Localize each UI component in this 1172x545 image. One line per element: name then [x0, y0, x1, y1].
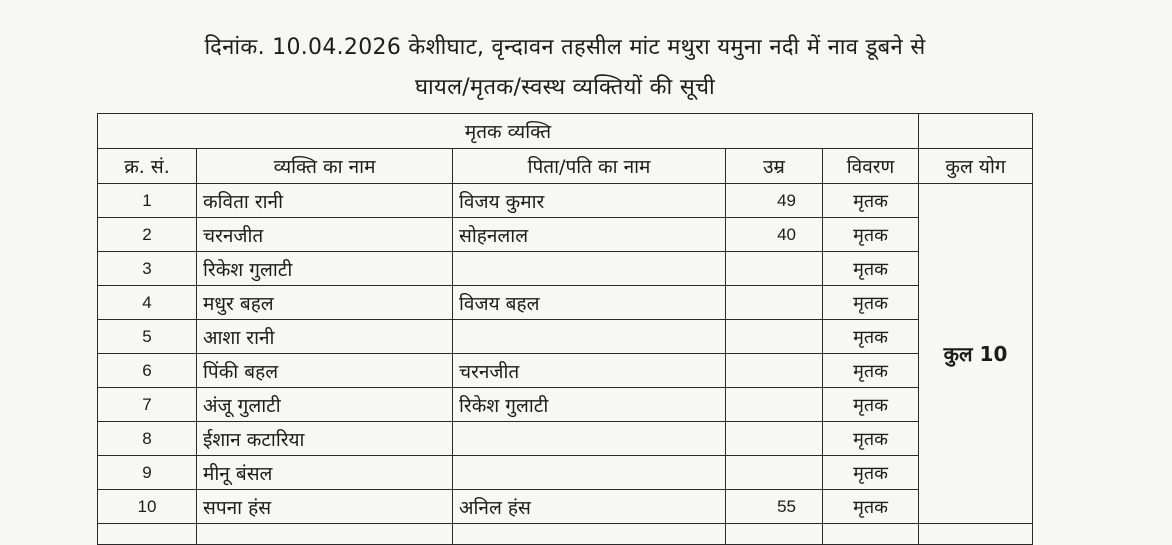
- row-name: रिकेश गुलाटी: [197, 252, 453, 286]
- section-title-row: [98, 114, 1033, 149]
- bottom-cell: [197, 524, 453, 545]
- row-age: 55: [726, 490, 823, 524]
- header-age: उम्र: [726, 149, 823, 184]
- row-age: [726, 456, 823, 490]
- row-father-name: विजय कुमार: [453, 184, 726, 218]
- row-name: पिंकी बहल: [197, 354, 453, 388]
- deceased-table: [97, 113, 1033, 545]
- heading-line-2: घायल/मृतक/स्वस्थ व्यक्तियों की सूची: [415, 75, 715, 100]
- row-name: मीनू बंसल: [197, 456, 453, 490]
- section-title: मृतक व्यक्ति: [98, 114, 919, 149]
- row-age: 49: [726, 184, 823, 218]
- bottom-cell: [726, 524, 823, 545]
- row-name: कविता रानी: [197, 184, 453, 218]
- row-name: मधुर बहल: [197, 286, 453, 320]
- row-status: मृतक: [823, 320, 919, 354]
- header-serial: क्र. सं.: [98, 149, 197, 184]
- header-total: कुल योग: [919, 149, 1033, 184]
- table-row: [98, 354, 1033, 388]
- row-father-name: अनिल हंस: [453, 490, 726, 524]
- row-serial: 8: [98, 422, 197, 456]
- bottom-cell: [919, 524, 1033, 545]
- bottom-cell: [98, 524, 197, 545]
- document-heading: [0, 28, 1130, 108]
- row-name: चरनजीत: [197, 218, 453, 252]
- row-father-name: [453, 422, 726, 456]
- row-age: [726, 252, 823, 286]
- row-father-name: [453, 320, 726, 354]
- row-status: मृतक: [823, 184, 919, 218]
- row-status: मृतक: [823, 286, 919, 320]
- row-father-name: रिकेश गुलाटी: [453, 388, 726, 422]
- row-status: मृतक: [823, 490, 919, 524]
- header-father: पिता/पति का नाम: [453, 149, 726, 184]
- row-serial: 7: [98, 388, 197, 422]
- row-name: अंजू गुलाटी: [197, 388, 453, 422]
- total-count: कुल 10: [919, 184, 1033, 524]
- row-status: मृतक: [823, 218, 919, 252]
- row-status: मृतक: [823, 252, 919, 286]
- row-age: [726, 320, 823, 354]
- row-age: [726, 388, 823, 422]
- row-serial: 10: [98, 490, 197, 524]
- row-age: 40: [726, 218, 823, 252]
- row-status: मृतक: [823, 422, 919, 456]
- row-name: आशा रानी: [197, 320, 453, 354]
- row-status: मृतक: [823, 354, 919, 388]
- row-status: मृतक: [823, 388, 919, 422]
- row-age: [726, 354, 823, 388]
- bottom-cell: [453, 524, 726, 545]
- row-serial: 4: [98, 286, 197, 320]
- table-row: [98, 490, 1033, 524]
- row-father-name: सोहनलाल: [453, 218, 726, 252]
- row-status: मृतक: [823, 456, 919, 490]
- table-row: [98, 456, 1033, 490]
- section-title-blank-cell: [919, 114, 1033, 149]
- bottom-cell: [823, 524, 919, 545]
- row-father-name: [453, 456, 726, 490]
- table-row: [98, 286, 1033, 320]
- header-name: व्यक्ति का नाम: [197, 149, 453, 184]
- heading-line-1: दिनांक. 10.04.2026 केशीघाट, वृन्दावन तहसील मांट मथुरा यमुना नदी में नाव डूबने से: [204, 35, 926, 60]
- header-row: [98, 149, 1033, 184]
- table-row: [98, 218, 1033, 252]
- table-row: [98, 422, 1033, 456]
- row-serial: 6: [98, 354, 197, 388]
- table-body: [98, 184, 1033, 524]
- table-bottom-row: [98, 524, 1033, 545]
- row-age: [726, 286, 823, 320]
- row-serial: 1: [98, 184, 197, 218]
- table-row: [98, 388, 1033, 422]
- table-row: [98, 320, 1033, 354]
- row-name: ईशान कटारिया: [197, 422, 453, 456]
- row-serial: 3: [98, 252, 197, 286]
- table-row: [98, 252, 1033, 286]
- row-father-name: [453, 252, 726, 286]
- table-row: [98, 184, 1033, 218]
- row-serial: 5: [98, 320, 197, 354]
- row-father-name: चरनजीत: [453, 354, 726, 388]
- row-name: सपना हंस: [197, 490, 453, 524]
- row-age: [726, 422, 823, 456]
- row-serial: 2: [98, 218, 197, 252]
- row-father-name: विजय बहल: [453, 286, 726, 320]
- row-serial: 9: [98, 456, 197, 490]
- header-details: विवरण: [823, 149, 919, 184]
